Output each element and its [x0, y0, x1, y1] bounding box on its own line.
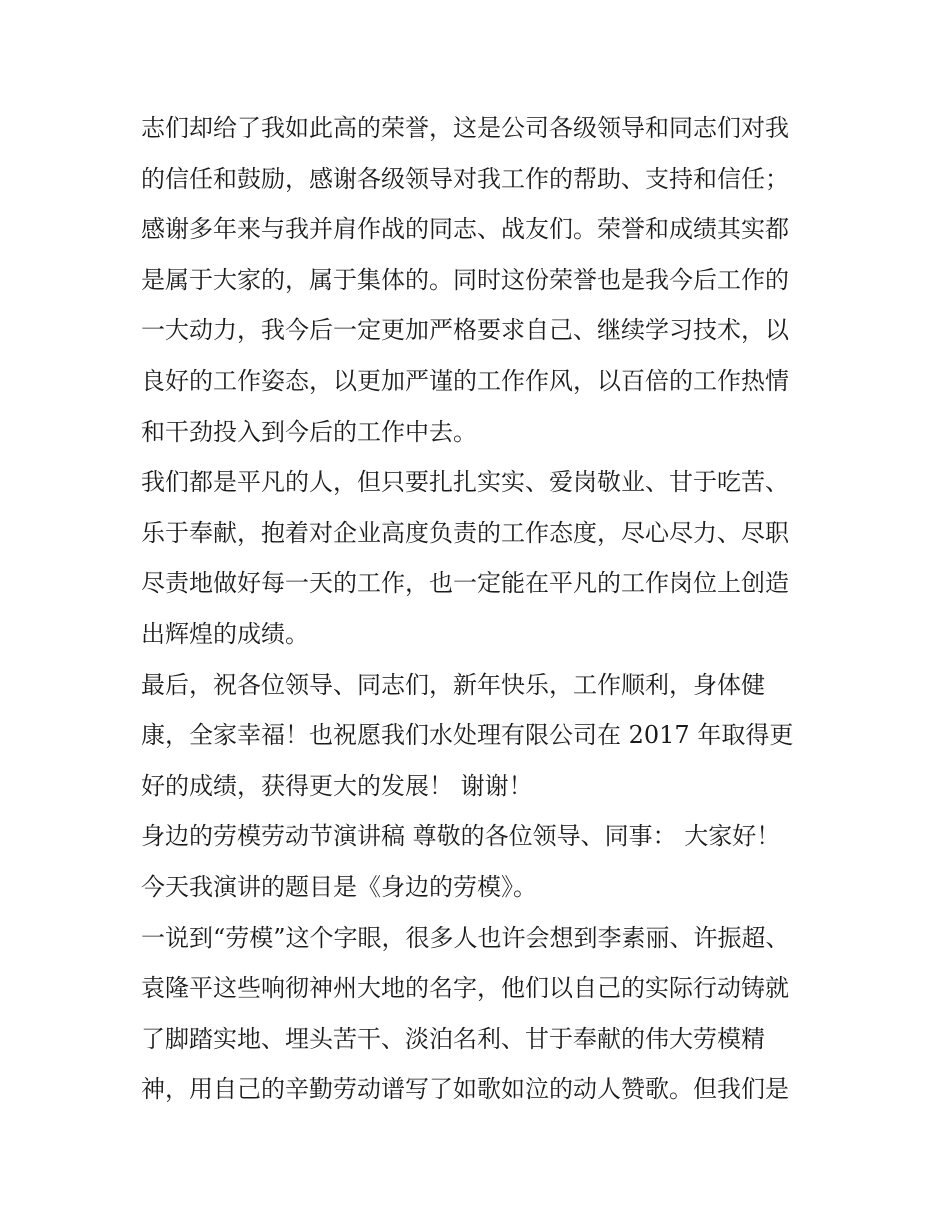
text-line: 和干劲投入到今后的工作中去。 [141, 417, 477, 446]
text-line: 了脚踏实地、埋头苦干、淡泊名利、甘于奉献的伟大劳模精 [141, 1024, 765, 1053]
text-line: 感谢多年来与我并肩作战的同志、战友们。荣誉和成绩其实都 [141, 215, 789, 244]
text-line: 神，用自己的辛勤劳动谱写了如歌如泣的动人赞歌。但我们是 [141, 1075, 789, 1104]
text-line: 身边的劳模劳动节演讲稿 尊敬的各位领导、同事： 大家好！ [141, 822, 781, 851]
text-line: 我们都是平凡的人，但只要扎扎实实、爱岗敬业、甘于吃苦、 [141, 468, 789, 497]
text-line: 出辉煌的成绩。 [141, 619, 309, 648]
text-line: 乐于奉献，抱着对企业高度负责的工作态度，尽心尽力、尽职 [141, 518, 789, 547]
text-line: 是属于大家的，属于集体的。同时这份荣誉也是我今后工作的 [141, 265, 789, 294]
text-line: 志们却给了我如此高的荣誉，这是公司各级领导和同志们对我 [141, 114, 789, 142]
text-line: 良好的工作姿态，以更加严谨的工作作风，以百倍的工作热情 [141, 366, 789, 395]
text-line: 好的成绩，获得更大的发展！ 谢谢！ [141, 771, 533, 800]
text-line: 尽责地做好每一天的工作，也一定能在平凡的工作岗位上创造 [141, 569, 789, 598]
body-text [141, 103, 813, 1115]
text-line: 今天我演讲的题目是《身边的劳模》。 [141, 872, 537, 901]
text-line: 的信任和鼓励，感谢各级领导对我工作的帮助、支持和信任； [141, 164, 789, 193]
text-line: 最后，祝各位领导、同志们，新年快乐，工作顺利，身体健 [141, 670, 765, 699]
text-line: 一说到“劳模”这个字眼，很多人也许会想到李素丽、许振超、 [141, 923, 790, 952]
text-line: 康，全家幸福！也祝愿我们水处理有限公司在 2017 年取得更 [141, 721, 794, 750]
text-line: 一大动力，我今后一定更加严格要求自己、继续学习技术，以 [141, 316, 789, 345]
text-line: 袁隆平这些响彻神州大地的名字，他们以自己的实际行动铸就 [141, 974, 789, 1003]
